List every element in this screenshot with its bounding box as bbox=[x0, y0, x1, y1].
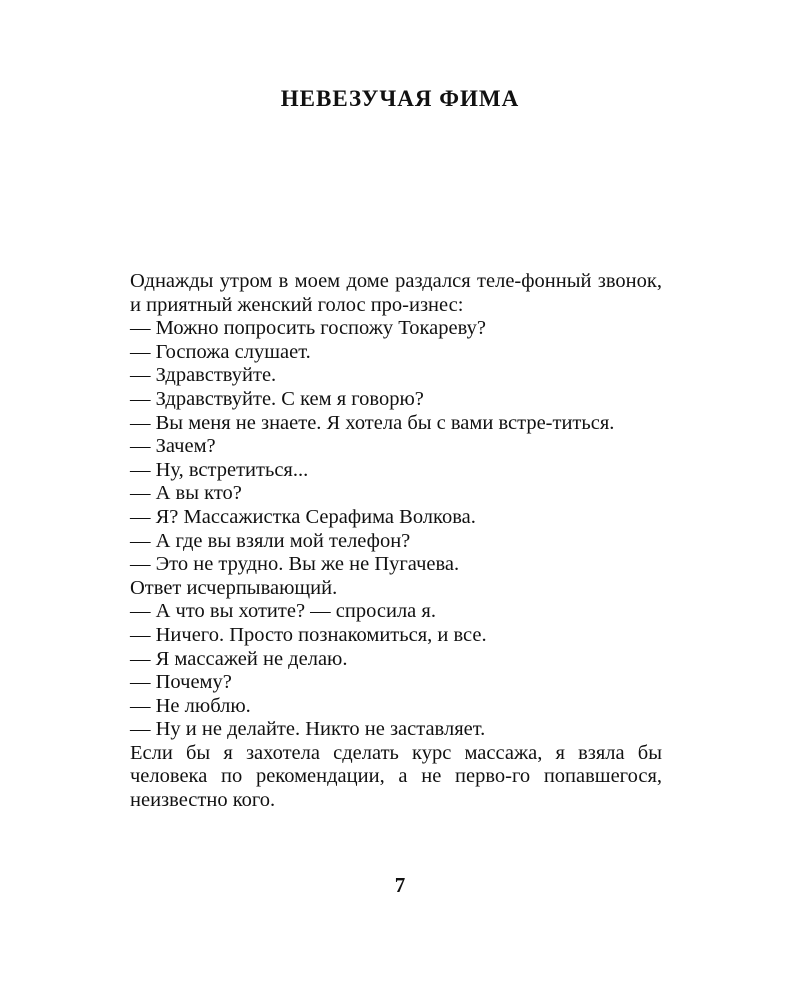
dialogue-line: — Я массажей не делаю. bbox=[130, 647, 348, 670]
paragraph-closing: Если бы я захотела сделать курс массажа, я взяла бы человека по рекомендации, а не перво-го попавшегося, неизвестно кого. bbox=[130, 741, 662, 812]
dialogue-line: — А где вы взяли мой телефон? bbox=[130, 529, 411, 552]
dialogue-line: — Здравствуйте. bbox=[130, 364, 277, 387]
chapter-title: НЕВЕЗУЧАЯ ФИМА bbox=[280, 86, 520, 111]
dialogue-line: — Вы меня не знаете. Я хотела бы с вами встре-титься. bbox=[130, 411, 615, 434]
narration-line: Ответ исчерпывающий. bbox=[130, 576, 338, 599]
page-number: 7 bbox=[394, 873, 406, 897]
dialogue-line: — А что вы хотите? — спросила я. bbox=[130, 600, 436, 623]
dialogue-line: — Зачем? bbox=[130, 435, 216, 458]
body-text bbox=[130, 270, 662, 813]
dialogue-line: — Госпожа слушает. bbox=[130, 340, 311, 363]
dialogue-line: — Здравствуйте. С кем я говорю? bbox=[130, 387, 424, 410]
dialogue-line: — Ну, встретиться... bbox=[130, 458, 309, 481]
dialogue-line: — Ничего. Просто познакомиться, и все. bbox=[130, 623, 487, 646]
dialogue-line: — А вы кто? bbox=[130, 482, 242, 505]
paragraph-intro: Однажды утром в моем доме раздался теле-фонный звонок, и приятный женский голос про-изнес: bbox=[130, 270, 662, 316]
dialogue-line: — Я? Массажистка Серафима Волкова. bbox=[130, 505, 476, 528]
dialogue-line: — Почему? bbox=[130, 671, 232, 694]
dialogue-line: — Это не трудно. Вы же не Пугачева. bbox=[130, 553, 460, 576]
dialogue-line: — Не люблю. bbox=[130, 694, 251, 717]
dialogue-line: — Можно попросить госпожу Токареву? bbox=[130, 317, 486, 340]
dialogue-line: — Ну и не делайте. Никто не заставляет. bbox=[130, 718, 486, 741]
